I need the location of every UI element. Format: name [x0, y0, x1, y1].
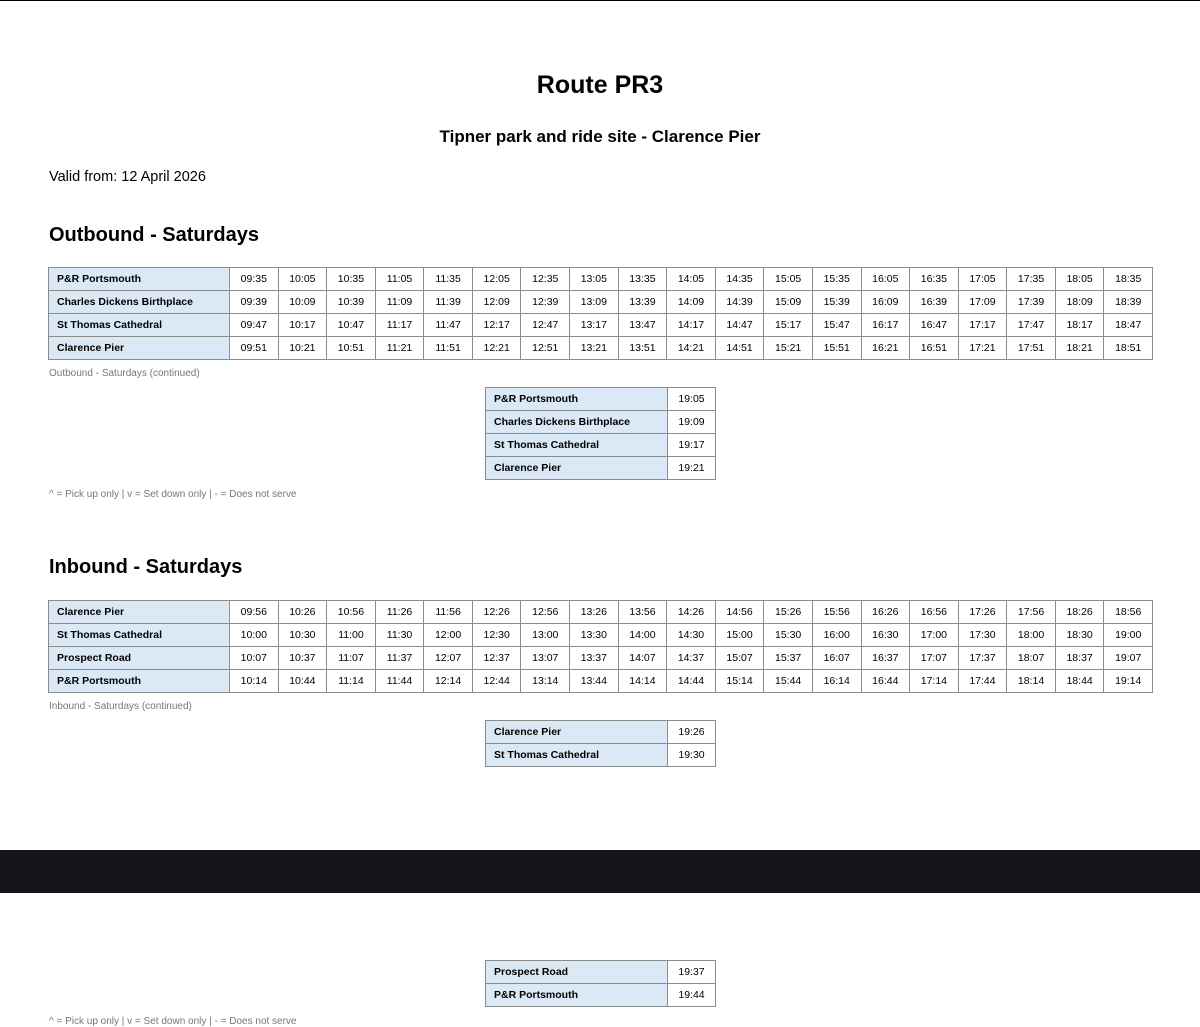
departure-time: 12:44: [472, 670, 521, 693]
departure-time: 16:56: [910, 601, 959, 624]
page-title: Route PR3: [536, 71, 664, 99]
departure-time: 15:00: [715, 624, 764, 647]
table-row: [486, 744, 716, 767]
table-row: [49, 291, 1153, 314]
departure-time: 13:26: [570, 601, 619, 624]
departure-time: 10:35: [327, 268, 376, 291]
departure-time: 10:56: [327, 601, 376, 624]
departure-time: 17:21: [958, 337, 1007, 360]
valid-from-text: Valid from: 12 April 2026: [49, 169, 206, 185]
inbound-heading: Inbound - Saturdays: [49, 556, 243, 578]
departure-time: 15:14: [715, 670, 764, 693]
departure-time: 16:35: [910, 268, 959, 291]
departure-time: 14:09: [667, 291, 716, 314]
departure-time: 17:17: [958, 314, 1007, 337]
table-row: [486, 434, 716, 457]
departure-time: 19:37: [668, 961, 716, 984]
departure-time: 14:21: [667, 337, 716, 360]
departure-time: 13:30: [570, 624, 619, 647]
departure-time: 10:44: [278, 670, 327, 693]
stop-name: P&R Portsmouth: [49, 268, 230, 291]
departure-time: 13:47: [618, 314, 667, 337]
departure-time: 14:07: [618, 647, 667, 670]
stop-name: St Thomas Cathedral: [49, 624, 230, 647]
departure-time: 12:14: [424, 670, 473, 693]
departure-time: 19:14: [1104, 670, 1153, 693]
departure-time: 12:37: [472, 647, 521, 670]
departure-time: 18:44: [1055, 670, 1104, 693]
departure-time: 13:17: [570, 314, 619, 337]
departure-time: 10:17: [278, 314, 327, 337]
departure-time: 11:44: [375, 670, 424, 693]
departure-time: 18:26: [1055, 601, 1104, 624]
page-top-border: [0, 0, 1200, 1]
departure-time: 09:47: [230, 314, 279, 337]
departure-time: 10:09: [278, 291, 327, 314]
outbound-continued-timetable: [485, 387, 716, 480]
table-row: [486, 457, 716, 480]
departure-time: 16:39: [910, 291, 959, 314]
departure-time: 10:07: [230, 647, 279, 670]
departure-time: 11:56: [424, 601, 473, 624]
departure-time: 15:09: [764, 291, 813, 314]
departure-time: 09:35: [230, 268, 279, 291]
departure-time: 15:39: [812, 291, 861, 314]
departure-time: 13:09: [570, 291, 619, 314]
stop-name: St Thomas Cathedral: [486, 434, 668, 457]
departure-time: 15:30: [764, 624, 813, 647]
table-row: [49, 337, 1153, 360]
table-row: [486, 984, 716, 1007]
departure-time: 11:09: [375, 291, 424, 314]
departure-time: 19:09: [668, 411, 716, 434]
table-row: [49, 314, 1153, 337]
departure-time: 16:51: [910, 337, 959, 360]
departure-time: 13:51: [618, 337, 667, 360]
departure-time: 10:37: [278, 647, 327, 670]
departure-time: 12:56: [521, 601, 570, 624]
departure-time: 16:14: [812, 670, 861, 693]
outbound-continued-caption: Outbound - Saturdays (continued): [49, 368, 200, 379]
departure-time: 10:26: [278, 601, 327, 624]
departure-time: 12:30: [472, 624, 521, 647]
departure-time: 11:51: [424, 337, 473, 360]
departure-time: 17:05: [958, 268, 1007, 291]
stop-name: Clarence Pier: [49, 601, 230, 624]
departure-time: 18:05: [1055, 268, 1104, 291]
departure-time: 12:09: [472, 291, 521, 314]
stop-name: St Thomas Cathedral: [486, 744, 668, 767]
departure-time: 18:14: [1007, 670, 1056, 693]
departure-time: 13:14: [521, 670, 570, 693]
departure-time: 14:26: [667, 601, 716, 624]
departure-time: 14:05: [667, 268, 716, 291]
departure-time: 18:09: [1055, 291, 1104, 314]
stop-name: Charles Dickens Birthplace: [486, 411, 668, 434]
departure-time: 10:00: [230, 624, 279, 647]
stop-name: P&R Portsmouth: [486, 388, 668, 411]
table-row: [49, 670, 1153, 693]
departure-time: 17:44: [958, 670, 1007, 693]
table-row: [49, 601, 1153, 624]
departure-time: 18:07: [1007, 647, 1056, 670]
departure-time: 19:26: [668, 721, 716, 744]
departure-time: 17:37: [958, 647, 1007, 670]
departure-time: 16:26: [861, 601, 910, 624]
departure-time: 11:05: [375, 268, 424, 291]
departure-time: 14:51: [715, 337, 764, 360]
departure-time: 10:14: [230, 670, 279, 693]
departure-time: 14:39: [715, 291, 764, 314]
departure-time: 17:51: [1007, 337, 1056, 360]
departure-time: 18:39: [1104, 291, 1153, 314]
departure-time: 18:00: [1007, 624, 1056, 647]
departure-time: 11:30: [375, 624, 424, 647]
departure-time: 10:05: [278, 268, 327, 291]
departure-time: 16:30: [861, 624, 910, 647]
departure-time: 10:39: [327, 291, 376, 314]
departure-time: 14:47: [715, 314, 764, 337]
departure-time: 12:39: [521, 291, 570, 314]
departure-time: 11:07: [327, 647, 376, 670]
departure-time: 11:47: [424, 314, 473, 337]
departure-time: 15:51: [812, 337, 861, 360]
stop-name: Clarence Pier: [486, 457, 668, 480]
departure-time: 12:00: [424, 624, 473, 647]
page-break-band: [0, 850, 1200, 893]
departure-time: 13:44: [570, 670, 619, 693]
departure-time: 10:21: [278, 337, 327, 360]
departure-time: 16:17: [861, 314, 910, 337]
departure-time: 15:21: [764, 337, 813, 360]
departure-time: 19:00: [1104, 624, 1153, 647]
departure-time: 19:44: [668, 984, 716, 1007]
departure-time: 09:39: [230, 291, 279, 314]
departure-time: 11:35: [424, 268, 473, 291]
table-row: [49, 624, 1153, 647]
departure-time: 16:09: [861, 291, 910, 314]
departure-time: 13:21: [570, 337, 619, 360]
departure-time: 18:17: [1055, 314, 1104, 337]
departure-time: 17:47: [1007, 314, 1056, 337]
route-subtitle: Tipner park and ride site - Clarence Pier: [439, 127, 761, 146]
stop-name: Clarence Pier: [49, 337, 230, 360]
departure-time: 18:30: [1055, 624, 1104, 647]
departure-time: 13:00: [521, 624, 570, 647]
departure-time: 17:00: [910, 624, 959, 647]
table-row: [49, 647, 1153, 670]
departure-time: 13:05: [570, 268, 619, 291]
departure-time: 14:17: [667, 314, 716, 337]
departure-time: 17:14: [910, 670, 959, 693]
inbound-continued-caption: Inbound - Saturdays (continued): [49, 701, 192, 712]
departure-time: 11:37: [375, 647, 424, 670]
departure-time: 14:37: [667, 647, 716, 670]
stop-name: Prospect Road: [49, 647, 230, 670]
stop-name: Charles Dickens Birthplace: [49, 291, 230, 314]
departure-time: 17:26: [958, 601, 1007, 624]
stop-name: P&R Portsmouth: [49, 670, 230, 693]
departure-time: 11:26: [375, 601, 424, 624]
departure-time: 12:21: [472, 337, 521, 360]
departure-time: 12:35: [521, 268, 570, 291]
departure-time: 19:05: [668, 388, 716, 411]
departure-time: 13:37: [570, 647, 619, 670]
departure-time: 15:35: [812, 268, 861, 291]
departure-time: 15:47: [812, 314, 861, 337]
departure-time: 16:37: [861, 647, 910, 670]
departure-time: 11:17: [375, 314, 424, 337]
departure-time: 12:17: [472, 314, 521, 337]
table-row: [486, 411, 716, 434]
departure-time: 12:51: [521, 337, 570, 360]
departure-time: 15:26: [764, 601, 813, 624]
departure-time: 18:37: [1055, 647, 1104, 670]
departure-time: 13:35: [618, 268, 667, 291]
departure-time: 14:14: [618, 670, 667, 693]
departure-time: 18:51: [1104, 337, 1153, 360]
departure-time: 12:05: [472, 268, 521, 291]
inbound-legend: ^ = Pick up only | v = Set down only | - = Does not serve: [49, 1016, 297, 1027]
departure-time: 16:00: [812, 624, 861, 647]
departure-time: 18:35: [1104, 268, 1153, 291]
departure-time: 13:39: [618, 291, 667, 314]
departure-time: 18:21: [1055, 337, 1104, 360]
departure-time: 15:56: [812, 601, 861, 624]
departure-time: 10:51: [327, 337, 376, 360]
departure-time: 16:05: [861, 268, 910, 291]
table-row: [486, 721, 716, 744]
departure-time: 19:30: [668, 744, 716, 767]
outbound-heading: Outbound - Saturdays: [49, 224, 259, 246]
departure-time: 10:30: [278, 624, 327, 647]
departure-time: 17:56: [1007, 601, 1056, 624]
departure-time: 17:09: [958, 291, 1007, 314]
departure-time: 11:00: [327, 624, 376, 647]
departure-time: 10:47: [327, 314, 376, 337]
departure-time: 15:44: [764, 670, 813, 693]
table-row: [49, 268, 1153, 291]
inbound-continued-timetable-part2: [485, 960, 716, 1007]
departure-time: 14:00: [618, 624, 667, 647]
departure-time: 15:17: [764, 314, 813, 337]
departure-time: 12:47: [521, 314, 570, 337]
departure-time: 18:56: [1104, 601, 1153, 624]
departure-time: 19:17: [668, 434, 716, 457]
departure-time: 11:21: [375, 337, 424, 360]
departure-time: 19:07: [1104, 647, 1153, 670]
departure-time: 17:30: [958, 624, 1007, 647]
departure-time: 16:47: [910, 314, 959, 337]
table-row: [486, 388, 716, 411]
departure-time: 15:37: [764, 647, 813, 670]
departure-time: 17:39: [1007, 291, 1056, 314]
departure-time: 16:07: [812, 647, 861, 670]
departure-time: 15:05: [764, 268, 813, 291]
departure-time: 11:39: [424, 291, 473, 314]
departure-time: 11:14: [327, 670, 376, 693]
table-row: [486, 961, 716, 984]
departure-time: 15:07: [715, 647, 764, 670]
outbound-legend: ^ = Pick up only | v = Set down only | - = Does not serve: [49, 489, 297, 500]
departure-time: 14:44: [667, 670, 716, 693]
departure-time: 18:47: [1104, 314, 1153, 337]
departure-time: 13:07: [521, 647, 570, 670]
stop-name: Clarence Pier: [486, 721, 668, 744]
departure-time: 14:35: [715, 268, 764, 291]
departure-time: 14:56: [715, 601, 764, 624]
stop-name: P&R Portsmouth: [486, 984, 668, 1007]
departure-time: 09:51: [230, 337, 279, 360]
departure-time: 16:21: [861, 337, 910, 360]
departure-time: 13:56: [618, 601, 667, 624]
departure-time: 16:44: [861, 670, 910, 693]
departure-time: 14:30: [667, 624, 716, 647]
outbound-timetable: [48, 267, 1153, 360]
inbound-timetable: [48, 600, 1153, 693]
departure-time: 09:56: [230, 601, 279, 624]
departure-time: 19:21: [668, 457, 716, 480]
departure-time: 17:07: [910, 647, 959, 670]
inbound-continued-timetable-part1: [485, 720, 716, 767]
stop-name: St Thomas Cathedral: [49, 314, 230, 337]
departure-time: 12:07: [424, 647, 473, 670]
stop-name: Prospect Road: [486, 961, 668, 984]
departure-time: 12:26: [472, 601, 521, 624]
departure-time: 17:35: [1007, 268, 1056, 291]
